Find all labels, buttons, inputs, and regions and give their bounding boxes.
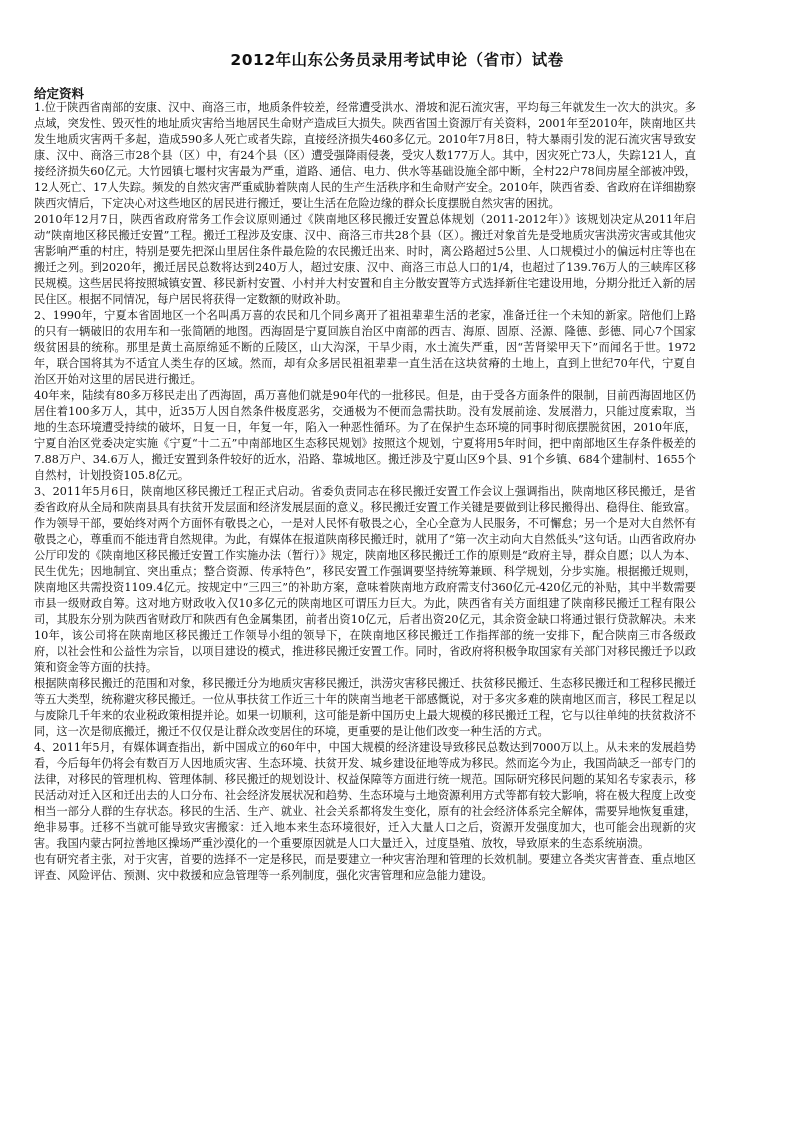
body-text — [34, 100, 696, 884]
paragraph: 根据陕南移民搬迁的范围和对象，移民搬迁分为地质灾害移民搬迁，洪涝灾害移民搬迁、扶贫移民搬迁、生态移民搬迁和工程移民搬迁等五大类型，统称避灾移民搬迁。一位从事扶贫工作近三十年的陕南当地老干部感慨说，对于多灾多难的陕南地区而言，移民工程足以与废除几千年来的农业税政策相提并论。如果一切顺利，这可能是新中国历史上最大规模的移民搬迁工程，它与以往单纯的扶贫救济不同，这一次是彻底搬迁，搬迁不仅仅是让群众改变居住的环境，更重要的是让他们改变一种生活的方式。 — [34, 677, 696, 738]
paragraph: 2010年12月7日，陕西省政府常务工作会议原则通过《陕南地区移民搬迁安置总体规划（2011-2012年）》该规划决定从2011年启动“陕南地区移民搬迁安置”工程。搬迁工程涉及安康、汉中、商洛三市共28个县（区）。搬迁对象首先是受地质灾害洪涝灾害或其他灾害影响严重的村庄，特别是要先把深山里居住条件最危险的农民搬迁出来、时时，离公路超过5公里、人口规模过小的偏远村庄等也在搬迁之列。到2020年，搬迁居民总数将达到240万人，超过安康、汉中、商洛三市总人口的1/4，也超过了139.76万人的三峡库区移民规模。这些居民将按照城镇安置、移民新村安置、小村并大村安置和自主分散安置等方式选择新住宅建设用地，分期分批迁入新的居民住区。根据不同情况，每户居民将获得一定数额的财政补助。 — [34, 213, 696, 306]
paragraph: 3、2011年5月6日，陕南地区移民搬迁工程正式启动。省委负责同志在移民搬迁安置工作会议上强调指出，陕南地区移民搬迁，是省委省政府从全局和陕南县具有扶贫开发层面和经济发展层面的意义。移民搬迁安置工作关键是要做到让移民搬得出、稳得住、能致富。作为领导干部，要始终对两个方面怀有敬畏之心，一是对人民怀有敬畏之心，全心全意为人民服务，不可懈怠；另一个是对大自然怀有敬畏之心，尊重而不能违背自然规律。为此，有媒体在报道陕南移民搬迁时，就用了“第一次主动向大自然低头”这句话。山西省政府办公厅印发的《陕南地区移民搬迁安置工作实施办法（暂行）》规定，陕南地区移民搬迁工作的原则是“政府主导，群众自愿；以人为本、民生优先；因地制宜、突出重点；整合资源、传承特色”，移民安置工作强调要坚持统筹兼顾、科学规划，分步实施。根据搬迁规则，陕南地区共需投资1109.4亿元。按规定中“三四三”的补助方案，意味着陕南地方政府需支付360亿元-420亿元的补贴，其中半数需要市县一级财政自筹。这对地方财政收入仅10多亿元的陕南地区可谓压力巨大。为此，陕西省有关方面组建了陕南移民搬迁工程有限公司，其股东分别为陕西省财政厅和陕西有色金属集团，前者出资10亿元，后者出资20亿元，其余资金缺口将通过银行贷款解决。未来10年，该公司将在陕南地区移民搬迁工作领导小组的领导下，在陕南地区移民搬迁工作指挥部的统一安排下，配合陕南三市各级政府，以社会性和公益性为宗旨，以项目建设的模式，推进移民搬迁安置工作。同时，省政府将积极争取国家有关部门对移民搬迁予以政策和资金等方面的扶持。 — [34, 485, 696, 674]
section-label: 给定资料 — [34, 86, 85, 101]
paragraph: 1.位于陕西省南部的安康、汉中、商洛三市，地质条件较差，经常遭受洪水、滑坡和泥石流灾害，平均每三年就发生一次大的洪灾。多点域，突发性、毁灭性的地址质灾害给当地居民生命财产造成巨大损失。陕西省国土资源厅有关资料，2001年至2010年，陕南地区共发生地质灾害两千多起，造成590多人死亡或者失踪，直接经济损失460多亿元。2010年7月8日，特大暴雨引发的泥石流灾害导致安康、汉中、商洛三市28个县（区）中，有24个县（区）遭受强降雨侵袭，受灾人数177万人。其中，因灾死亡73人，失踪121人，直接经济损失60亿元。大竹园镇七堰村灾害最为严重，道路、通信、电力、供水等基础设施全部中断，全村22户78间房屋全部被冲毁，12人死亡、17人失踪。频发的自然灾害严重威胁着陕南人民的生产生活秩序和生命财产安全。2010年，陕西省委、省政府在详细勘察陕西灾情后，下定决心对这些地区的居民进行搬迁，要让生活在危险边缘的群众长度摆脱自然灾害的困扰。 — [34, 101, 696, 210]
paragraph: 40年来，陆续有80多万移民走出了西海固，禹万喜他们就是90年代的一批移民。但是，由于受各方面条件的限制，目前西海固地区仍居住着100多万人，其中，近35万人因自然条件极度恶劣，交通极为不便而急需扶助。没有发展前途、发展潜力，只能过度索取，当地的生态环境遭受持续的破坏，日复一日，年复一年，陷入一种恶性循环。为了在保护生态环境的同事时彻底摆脱贫困，2010年底，宁夏自治区党委决定实施《宁夏“十二五”中南部地区生态移民规划》按照这个规划，宁夏将用5年时间，把中南部地区生存条件极差的7.88万户、34.6万人，搬迁安置到条件较好的近水，沿路、靠城地区。搬迁涉及宁夏山区9个县、91个乡镇、684个建制村、1655个自然村，计划投资105.8亿元。 — [34, 389, 696, 482]
page-title: 2012年山东公务员录用考试申论（省市）试卷 — [230, 51, 564, 69]
paragraph: 也有研究者主张，对于灾害，首要的选择不一定是移民，而是要建立一种灾害治理和管理的长效机制。要建立各类灾害普查、重点地区评查、风险评估、预测、灾中救援和应急管理等一系列制度，强化灾害管理和应急能力建设。 — [34, 853, 696, 882]
paragraph: 4、2011年5月，有媒体调查指出，新中国成立的60年中，中国大规模的经济建设导致移民总数达到7000万以上。从未来的发展趋势看，今后每年仍将会有数百万人因地质灾害、生态环境、扶贫开发、城乡建设征地等成为移民。然而迄今为止，我国尚缺乏一部专门的法律，对移民的管理机构、管理体制、移民搬迁的规划设计、权益保障等方面进行统一规范。国际研究移民问题的某知名专家表示，移民活动对迁入区和迁出去的人口分布、社会经济发展状况和趋势、生态环境与土地资源利用方式等都有较大影响，将在极大程度上改变相当一部分人群的生存状态。移民的生活、生产、就业、社会关系都将发生变化，原有的社会经济体系完全解体，需要异地恢复重建，绝非易事。迁移不当就可能导致灾害搬家：迁入地本来生态环境很好，迁入大量人口之后，资源开发强度加大，也可能会出现新的灾害。我国内蒙古阿拉善地区操场严重沙漠化的一个重要原因就是人口大量迁入，过度垦殖、放牧，导致原来的生态系统崩溃。 — [34, 741, 696, 850]
paragraph: 2、1990年，宁夏本省固地区一个名叫禹万喜的农民和几个同乡离开了祖祖辈辈生活的老家，准备迁往一个未知的新家。陪他们上路的只有一辆破旧的农用车和一张简陋的地图。西海固是宁夏回族自治区中南部的西吉、海原、固原、泾源、隆德、彭德、同心7个国家级贫困县的统称。那里是黄土高原绵延不断的丘陵区，山大沟深，干旱少雨，水土流失严重，因“苦肾梁甲天下”而闻名于世。1972年，联合国将其为不适宜人类生存的区域。然而，却有众多居民祖祖辈辈一直生活在这块贫瘠的土地上，直到上世纪70年代，宁夏自治区开始对这里的居民进行搬迁。 — [34, 309, 696, 386]
